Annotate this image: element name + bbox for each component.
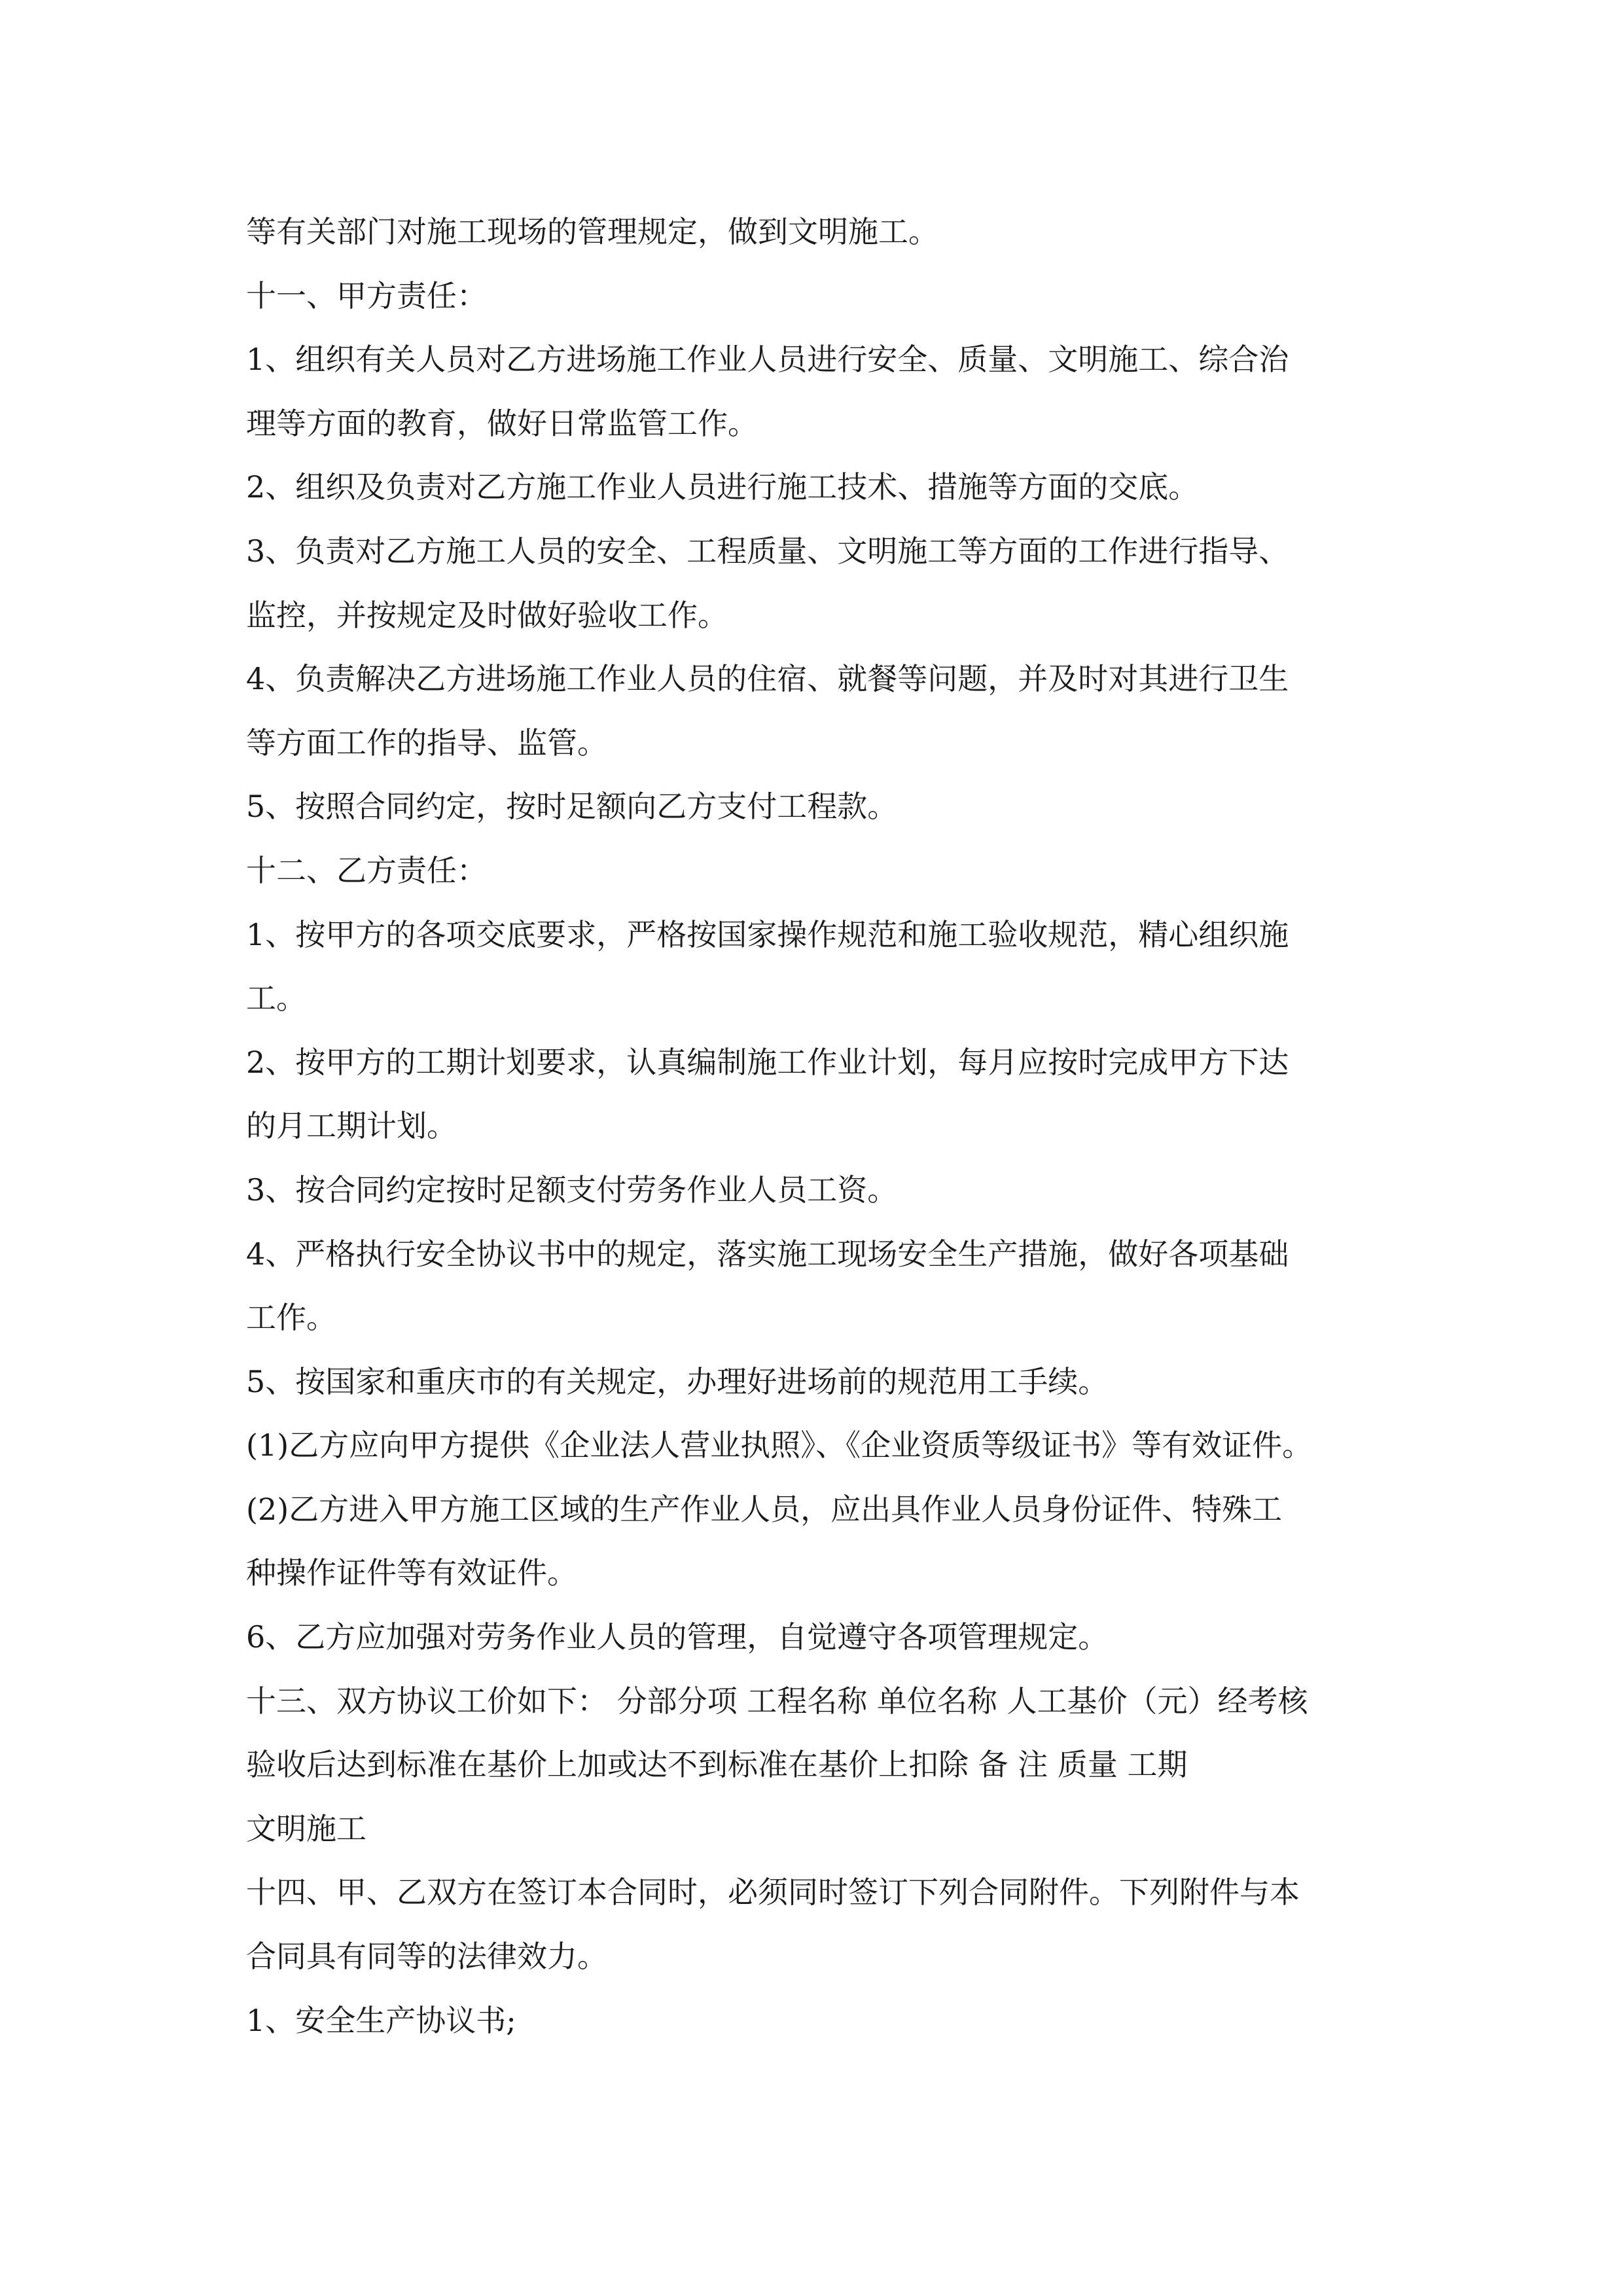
text-line: 1、安全生产协议书; bbox=[246, 2002, 516, 2038]
text-line: 2、组织及负责对乙方施工作业人员进行施工技术、措施等方面的交底。 bbox=[246, 469, 1199, 505]
text-line: 监控，并按规定及时做好验收工作。 bbox=[246, 597, 728, 633]
text-line: 1、按甲方的各项交底要求，严格按国家操作规范和施工验收规范，精心组织施 bbox=[246, 916, 1289, 952]
section-heading: 十二、乙方责任： bbox=[246, 852, 487, 888]
text-line: 验收后达到标准在基价上加或达不到标准在基价上扣除 备 注 质量 工期 bbox=[246, 1747, 1188, 1783]
text-line: 的月工期计划。 bbox=[246, 1108, 457, 1144]
text-line: 4、严格执行安全协议书中的规定，落实施工现场安全生产措施，做好各项基础 bbox=[246, 1236, 1289, 1272]
section-heading: 十四、甲、乙双方在签订本合同时，必须同时签订下列合同附件。下列附件与本 bbox=[246, 1874, 1300, 1910]
text-line: 理等方面的教育，做好日常监管工作。 bbox=[246, 405, 758, 441]
document-body bbox=[246, 200, 1398, 2053]
text-line: 3、按合同约定按时足额支付劳务作业人员工资。 bbox=[246, 1172, 898, 1208]
text-line: 工。 bbox=[246, 980, 306, 1016]
text-line: 6、乙方应加强对劳务作业人员的管理，自觉遵守各项管理规定。 bbox=[246, 1619, 1109, 1655]
text-line: 5、按国家和重庆市的有关规定，办理好进场前的规范用工手续。 bbox=[246, 1363, 1109, 1399]
text-line: 等方面工作的指导、监管。 bbox=[246, 725, 607, 761]
text-line: 文明施工 bbox=[246, 1810, 366, 1846]
text-line: 合同具有同等的法律效力。 bbox=[246, 1939, 607, 1975]
section-heading: 十一、甲方责任： bbox=[246, 278, 487, 314]
section-heading: 十三、双方协议工价如下： 分部分项 工程名称 单位名称 人工基价（元）经考核 bbox=[246, 1683, 1308, 1719]
text-line: (1)乙方应向甲方提供《企业法人营业执照》、《企业资质等级证书》等有效证件。 bbox=[246, 1427, 1313, 1463]
text-line: (2)乙方进入甲方施工区域的生产作业人员，应出具作业人员身份证件、特殊工 bbox=[246, 1491, 1283, 1527]
text-line: 种操作证件等有效证件。 bbox=[246, 1555, 577, 1591]
text-line: 1、组织有关人员对乙方进场施工作业人员进行安全、质量、文明施工、综合治 bbox=[246, 342, 1289, 378]
text-line: 4、负责解决乙方进场施工作业人员的住宿、就餐等问题，并及时对其进行卫生 bbox=[246, 661, 1289, 697]
text-line: 3、负责对乙方施工人员的安全、工程质量、文明施工等方面的工作进行指导、 bbox=[246, 533, 1289, 569]
text-line: 5、按照合同约定，按时足额向乙方支付工程款。 bbox=[246, 789, 898, 825]
text-line: 工作。 bbox=[246, 1300, 336, 1336]
text-line: 2、按甲方的工期计划要求，认真编制施工作业计划，每月应按时完成甲方下达 bbox=[246, 1044, 1289, 1080]
text-line: 等有关部门对施工现场的管理规定，做到文明施工。 bbox=[246, 214, 938, 249]
